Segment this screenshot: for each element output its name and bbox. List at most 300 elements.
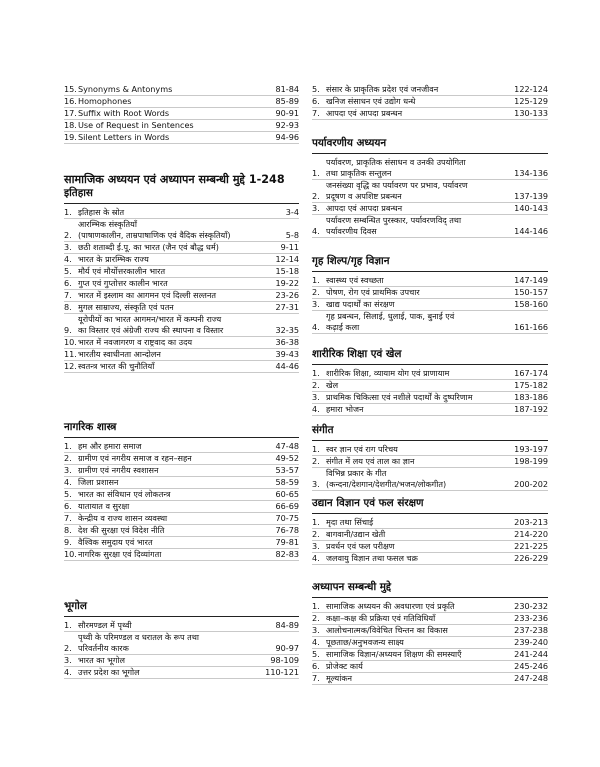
entry-number: 2. bbox=[312, 191, 320, 201]
entry-pages: 158-160 bbox=[514, 299, 548, 309]
section-heading: संगीत bbox=[312, 424, 334, 436]
entry-pages: 81-84 bbox=[275, 84, 299, 94]
entry-title-line: खेल bbox=[326, 380, 339, 390]
entry-title bbox=[78, 620, 275, 631]
entry-title bbox=[326, 517, 514, 528]
entry-number: 1. bbox=[64, 207, 72, 217]
section-heading: शारीरिक शिक्षा एवं खेल bbox=[312, 348, 402, 360]
toc-entry bbox=[312, 601, 548, 613]
entry-number: 4. bbox=[64, 477, 72, 487]
entry-title-line: स्वर ज्ञान एवं राग परिचय bbox=[326, 444, 398, 454]
entry-number: 3. bbox=[312, 541, 320, 551]
entry-pages: 90-91 bbox=[275, 108, 299, 118]
entry-title bbox=[326, 529, 514, 540]
entry-title-line: Use of Request in Sentences bbox=[78, 120, 194, 130]
entry-number: 1. bbox=[64, 620, 72, 630]
toc-entry bbox=[64, 278, 299, 290]
toc-entry bbox=[64, 501, 299, 513]
entry-title bbox=[78, 219, 286, 241]
section-rule bbox=[312, 597, 548, 598]
entry-title-line: कढ़ाई कला bbox=[326, 322, 360, 332]
section-rule bbox=[312, 271, 548, 272]
entry-title bbox=[78, 266, 275, 277]
entry-title-line: मौर्य एवं मौर्योत्तरकालीन भारत bbox=[78, 266, 166, 276]
entry-title bbox=[326, 625, 514, 636]
section-heading: उद्यान विज्ञान एवं फल संरक्षण bbox=[312, 497, 424, 509]
entry-title-line: का विस्तार एवं अंग्रेजी राज्य की स्थापना व विस्तार bbox=[78, 325, 224, 335]
entry-number: 1. bbox=[312, 601, 320, 611]
entry-title bbox=[326, 541, 514, 552]
toc-entry bbox=[312, 275, 548, 287]
entry-title bbox=[78, 465, 275, 476]
entry-title-line: पर्यावरणीय दिवस bbox=[326, 226, 377, 236]
entry-number: 2. bbox=[64, 453, 72, 463]
entry-title bbox=[78, 632, 275, 654]
entry-number: 19. bbox=[64, 132, 77, 142]
entry-pages: 36-38 bbox=[275, 337, 299, 347]
toc-entry bbox=[312, 649, 548, 661]
entry-title-line: जिला प्रशासन bbox=[78, 477, 119, 487]
entry-number: 8. bbox=[64, 525, 72, 535]
entry-title-line: पृथ्वी के परिमण्डल व धरातल के रूप तथा bbox=[78, 632, 200, 642]
entry-pages: 58-59 bbox=[275, 477, 299, 487]
entry-number: 7. bbox=[312, 108, 320, 118]
entry-number: 4. bbox=[312, 322, 320, 332]
toc-entry bbox=[64, 120, 299, 132]
toc-entry bbox=[312, 157, 548, 180]
toc-entry bbox=[64, 108, 299, 120]
entry-title bbox=[78, 549, 275, 560]
entry-pages: 200-202 bbox=[514, 479, 548, 489]
pedagogy-section bbox=[312, 581, 548, 685]
geography-section bbox=[64, 600, 299, 679]
toc-entry bbox=[312, 517, 548, 529]
entry-number: 2. bbox=[312, 529, 320, 539]
civics-section bbox=[64, 421, 299, 561]
entry-number: 1. bbox=[312, 275, 320, 285]
entry-pages: 47-48 bbox=[275, 441, 299, 451]
entry-title bbox=[78, 314, 275, 336]
entry-title-line: पर्यावरण, प्राकृतिक संसाधन व उनकी उपयोगिता bbox=[326, 157, 466, 167]
entry-pages: 92-93 bbox=[275, 120, 299, 130]
main-heading: सामाजिक अध्ययन एवं अध्यापन सम्बन्धी मुद्दे 1-248 bbox=[64, 173, 285, 186]
entry-pages: 85-89 bbox=[275, 96, 299, 106]
entry-title-line: तथा प्राकृतिक सन्तुलन bbox=[326, 168, 392, 178]
entry-title bbox=[326, 180, 514, 202]
entry-title-line: Homophones bbox=[78, 96, 132, 106]
entry-title-line: आपदा एवं आपदा प्रबन्धन bbox=[326, 108, 403, 118]
toc-entry bbox=[64, 219, 299, 242]
entry-pages: 15-18 bbox=[275, 266, 299, 276]
entry-pages: 130-133 bbox=[514, 108, 548, 118]
entry-title-line: Synonyms & Antonyms bbox=[78, 84, 173, 94]
entry-title-line: पोषण, रोग एवं प्राथमिक उपचार bbox=[326, 287, 420, 297]
entry-title-line: भारतीय स्वाधीनता आन्दोलन bbox=[78, 349, 161, 359]
entry-title-line: प्रदूषण व अपशिष्ट प्रबन्धन bbox=[326, 191, 402, 201]
entry-pages: 187-192 bbox=[514, 404, 548, 414]
entry-pages: 76-78 bbox=[275, 525, 299, 535]
entry-title-line: गृह प्रबन्धन, सिलाई, धुलाई, पाक, बुनाई एवं bbox=[326, 311, 455, 321]
entry-title-line: देश की सुरक्षा एवं विदेश नीति bbox=[78, 525, 165, 535]
toc-entry bbox=[312, 661, 548, 673]
toc-entry bbox=[64, 620, 299, 632]
entry-title bbox=[78, 337, 275, 348]
entry-pages: 94-96 bbox=[275, 132, 299, 142]
entry-title bbox=[326, 215, 514, 237]
toc-entry bbox=[64, 96, 299, 108]
entry-pages: 84-89 bbox=[275, 620, 299, 630]
entry-number: 18. bbox=[64, 120, 77, 130]
toc-entry bbox=[64, 254, 299, 266]
entry-number: 3. bbox=[312, 203, 320, 213]
entry-number: 3. bbox=[64, 655, 72, 665]
environment-section bbox=[312, 137, 548, 238]
entry-title-line: मूल्यांकन bbox=[326, 673, 353, 683]
entry-number: 5. bbox=[312, 84, 320, 94]
toc-entry bbox=[64, 465, 299, 477]
toc-entry bbox=[312, 203, 548, 215]
entry-pages: 137-139 bbox=[514, 191, 548, 201]
entry-number: 3. bbox=[64, 465, 72, 475]
music-section bbox=[312, 424, 548, 491]
entry-pages: 110-121 bbox=[265, 667, 299, 677]
entry-number: 5. bbox=[64, 266, 72, 276]
entry-number: 1. bbox=[312, 517, 320, 527]
toc-entry bbox=[312, 553, 548, 565]
entry-pages: 60-65 bbox=[275, 489, 299, 499]
entry-pages: 82-83 bbox=[275, 549, 299, 559]
entry-title-line: पर्यावरण सम्बन्धित पुरस्कार, पर्यावरणविद् तथा bbox=[326, 215, 462, 225]
entry-number: 3. bbox=[312, 392, 320, 402]
entry-pages: 44-46 bbox=[275, 361, 299, 371]
entry-pages: 70-75 bbox=[275, 513, 299, 523]
entry-number: 10. bbox=[64, 549, 77, 559]
toc-entry bbox=[64, 302, 299, 314]
entry-number: 4. bbox=[312, 226, 320, 236]
toc-entry bbox=[64, 242, 299, 254]
toc-entry bbox=[312, 541, 548, 553]
entry-title-line: मुगल साम्राज्य, संस्कृति एवं पतन bbox=[78, 302, 174, 312]
toc-entry bbox=[64, 632, 299, 655]
entry-number: 2. bbox=[312, 380, 320, 390]
entry-pages: 79-81 bbox=[275, 537, 299, 547]
toc-entry bbox=[64, 453, 299, 465]
toc-entry bbox=[64, 132, 299, 144]
toc-entry bbox=[312, 673, 548, 685]
entry-number: 4. bbox=[312, 404, 320, 414]
toc-entry bbox=[312, 108, 548, 120]
toc-entry bbox=[64, 337, 299, 349]
toc-entry bbox=[312, 392, 548, 404]
entry-pages: 66-69 bbox=[275, 501, 299, 511]
entry-number: 1. bbox=[312, 444, 320, 454]
entry-title bbox=[78, 489, 275, 500]
entry-pages: 27-31 bbox=[275, 302, 299, 312]
entry-title-line: केन्द्रीय व राज्य शासन व्यवस्था bbox=[78, 513, 168, 523]
entry-pages: 167-174 bbox=[514, 368, 548, 378]
entry-title bbox=[78, 242, 281, 253]
entry-title-line: गुप्त एवं गुप्तोत्तर कालीन भारत bbox=[78, 278, 168, 288]
entry-pages: 49-52 bbox=[275, 453, 299, 463]
entry-number: 2. bbox=[312, 456, 320, 466]
entry-pages: 150-157 bbox=[514, 287, 548, 297]
entry-pages: 9-11 bbox=[280, 242, 299, 252]
entry-title bbox=[78, 477, 275, 488]
entry-number: 7. bbox=[64, 290, 72, 300]
entry-title-line: आपदा एवं आपदा प्रबन्धन bbox=[326, 203, 403, 213]
entry-title bbox=[78, 254, 275, 265]
entry-title bbox=[326, 96, 514, 107]
entry-title-line: छठी शताब्दी ई.पू. का भारत (जैन एवं बौद्ध धर्म) bbox=[78, 242, 219, 252]
entry-pages: 147-149 bbox=[514, 275, 548, 285]
entry-number: 6. bbox=[312, 661, 320, 671]
section-heading: अध्यापन सम्बन्धी मुद्दे bbox=[312, 581, 392, 593]
toc-entry bbox=[64, 513, 299, 525]
toc-entry bbox=[64, 489, 299, 501]
entry-number: 8. bbox=[64, 302, 72, 312]
toc-entry bbox=[312, 287, 548, 299]
entry-title bbox=[78, 667, 265, 678]
entry-title-line: आलोचनात्मक/विवेचित चिन्तन का विकास bbox=[326, 625, 448, 635]
entry-title bbox=[326, 553, 514, 564]
entry-title bbox=[326, 380, 514, 391]
entry-number: 3. bbox=[312, 625, 320, 635]
entry-title bbox=[326, 601, 514, 612]
entry-pages: 193-197 bbox=[514, 444, 548, 454]
entry-pages: 221-225 bbox=[514, 541, 548, 551]
entry-pages: 134-136 bbox=[514, 168, 548, 178]
entry-title-line: भारत का भूगोल bbox=[78, 655, 125, 665]
entry-title-line: स्वास्थ्य एवं स्वच्छता bbox=[326, 275, 384, 285]
entry-title-line: संगीत में लय एवं ताल का ज्ञान bbox=[326, 456, 415, 466]
toc-entry bbox=[64, 549, 299, 561]
entry-title-line: (पाषाणकालीन, ताम्रपाषाणिक एवं वैदिक संस्कृतियाँ) bbox=[78, 230, 231, 240]
entry-title bbox=[326, 468, 514, 490]
section-rule bbox=[64, 616, 299, 617]
toc-entry bbox=[64, 207, 299, 219]
toc-entry bbox=[312, 299, 548, 311]
entry-pages: 125-129 bbox=[514, 96, 548, 106]
entry-number: 3. bbox=[64, 242, 72, 252]
entry-number: 6. bbox=[64, 278, 72, 288]
entry-pages: 214-220 bbox=[514, 529, 548, 539]
entry-pages: 233-236 bbox=[514, 613, 548, 623]
entry-number: 3. bbox=[312, 479, 320, 489]
entry-number: 16. bbox=[64, 96, 77, 106]
entry-title-line: Silent Letters in Words bbox=[78, 132, 170, 142]
toc-entry bbox=[64, 361, 299, 373]
entry-pages: 230-232 bbox=[514, 601, 548, 611]
entry-title bbox=[326, 613, 514, 624]
entry-number: 7. bbox=[64, 513, 72, 523]
toc-entry bbox=[64, 655, 299, 667]
entry-title-line: नागरिक सुरक्षा एवं दिव्यांगता bbox=[78, 549, 162, 559]
toc-entry bbox=[312, 311, 548, 334]
entry-number: 4. bbox=[64, 254, 72, 264]
entry-title bbox=[78, 361, 275, 372]
toc-entry bbox=[64, 314, 299, 337]
entry-title-line: पूछताछ/अनुभवजन्य साक्ष्य bbox=[326, 637, 404, 647]
entry-title-line: खाद्य पदार्थों का संरक्षण bbox=[326, 299, 395, 309]
entry-title bbox=[78, 501, 275, 512]
entry-number: 11. bbox=[64, 349, 77, 359]
entry-number: 4. bbox=[312, 553, 320, 563]
entry-title bbox=[78, 453, 275, 464]
entry-title-line: हमारा भोजन bbox=[326, 404, 364, 414]
horticulture-section bbox=[312, 497, 548, 565]
entry-title bbox=[326, 661, 514, 672]
entry-number: 10. bbox=[64, 337, 77, 347]
entry-title-line: उत्तर प्रदेश का भूगोल bbox=[78, 667, 140, 677]
entry-pages: 19-22 bbox=[275, 278, 299, 288]
section-rule bbox=[64, 437, 299, 438]
toc-entry bbox=[312, 529, 548, 541]
entry-pages: 245-246 bbox=[514, 661, 548, 671]
entry-number: 1. bbox=[312, 168, 320, 178]
toc-entry bbox=[312, 637, 548, 649]
entry-pages: 23-26 bbox=[275, 290, 299, 300]
entry-title bbox=[78, 290, 275, 301]
section-rule bbox=[312, 440, 548, 441]
toc-entry bbox=[312, 456, 548, 468]
entry-title-line: यातायात व सुरक्षा bbox=[78, 501, 130, 511]
entry-title bbox=[326, 84, 514, 95]
entry-title-line: प्रोजेक्ट कार्य bbox=[326, 661, 363, 671]
entry-number: 4. bbox=[312, 637, 320, 647]
toc-entry bbox=[64, 266, 299, 278]
entry-pages: 247-248 bbox=[514, 673, 548, 683]
entry-pages: 12-14 bbox=[275, 254, 299, 264]
entry-pages: 241-244 bbox=[514, 649, 548, 659]
entry-title bbox=[326, 444, 514, 455]
main-heading-block bbox=[64, 173, 299, 186]
toc-entry bbox=[64, 441, 299, 453]
entry-title bbox=[78, 537, 275, 548]
entry-number: 12. bbox=[64, 361, 77, 371]
entry-title-line: भारत में नवजागरण व राष्ट्रवाद का उदय bbox=[78, 337, 193, 347]
entry-pages: 144-146 bbox=[514, 226, 548, 236]
toc-entry bbox=[312, 625, 548, 637]
entry-title bbox=[326, 456, 514, 467]
entry-title-line: शारीरिक शिक्षा, व्यायाम योग एवं प्राणायाम bbox=[326, 368, 450, 378]
entry-title bbox=[326, 637, 514, 648]
entry-number: 9. bbox=[64, 325, 72, 335]
entry-title bbox=[78, 120, 275, 131]
entry-title bbox=[78, 525, 275, 536]
section-heading: इतिहास bbox=[64, 187, 93, 199]
toc-entry bbox=[312, 96, 548, 108]
entry-number: 6. bbox=[64, 501, 72, 511]
section-rule bbox=[64, 203, 299, 204]
entry-title bbox=[326, 108, 514, 119]
entry-title-line: ग्रामीण एवं नगरीय स्वशासन bbox=[78, 465, 159, 475]
entry-title bbox=[326, 368, 514, 379]
entry-number: 7. bbox=[312, 673, 320, 683]
entry-number: 15. bbox=[64, 84, 77, 94]
entry-title bbox=[326, 275, 514, 286]
entry-title bbox=[326, 311, 514, 333]
entry-number: 2. bbox=[64, 643, 72, 653]
entry-number: 9. bbox=[64, 537, 72, 547]
toc-entry bbox=[312, 84, 548, 96]
entry-title-line: भारत में इस्लाम का आगमन एवं दिल्ली सल्तनत bbox=[78, 290, 216, 300]
entry-pages: 237-238 bbox=[514, 625, 548, 635]
entry-title-line: यूरोपीयों का भारत आगमन/भारत में कम्पनी राज्य bbox=[78, 314, 222, 324]
toc-entry bbox=[312, 368, 548, 380]
entry-title-line: स्वतन्त्र भारत की चुनौतियाँ bbox=[78, 361, 155, 371]
entry-title-line: जलवायु विज्ञान तथा फसल चक्र bbox=[326, 553, 418, 563]
entry-title bbox=[326, 649, 514, 660]
entry-title-line: प्रवर्धन एवं फल परीक्षण bbox=[326, 541, 395, 551]
entry-number: 2. bbox=[312, 613, 320, 623]
entry-title bbox=[78, 84, 275, 95]
geography-cont-section bbox=[312, 84, 548, 120]
physical-education-section bbox=[312, 348, 548, 416]
entry-title bbox=[78, 207, 286, 218]
entry-pages: 203-213 bbox=[514, 517, 548, 527]
entry-number: 2. bbox=[312, 287, 320, 297]
entry-number: 5. bbox=[64, 489, 72, 499]
toc-entry bbox=[312, 444, 548, 456]
entry-title bbox=[78, 513, 275, 524]
entry-title-line: वैश्विक समुदाय एवं भारत bbox=[78, 537, 153, 547]
entry-title-line: सामाजिक अध्ययन की अवधारणा एवं प्रकृति bbox=[326, 601, 455, 611]
entry-number: 1. bbox=[64, 441, 72, 451]
entry-title-line: सामाजिक विज्ञान/अध्ययन शिक्षण की समस्याएँ bbox=[326, 649, 462, 659]
entry-pages: 183-186 bbox=[514, 392, 548, 402]
entry-pages: 32-35 bbox=[275, 325, 299, 335]
toc-entry bbox=[64, 667, 299, 679]
entry-title-line: इतिहास के स्रोत bbox=[78, 207, 125, 217]
toc-entry bbox=[312, 215, 548, 238]
entry-title bbox=[326, 392, 514, 403]
entry-pages: 3-4 bbox=[285, 207, 299, 217]
entry-title-line: आरम्भिक संस्कृतियाँ bbox=[78, 219, 137, 229]
entry-title bbox=[326, 404, 514, 415]
toc-entry bbox=[312, 468, 548, 491]
entry-pages: 175-182 bbox=[514, 380, 548, 390]
entry-title bbox=[326, 157, 514, 179]
entry-pages: 90-97 bbox=[275, 643, 299, 653]
entry-title bbox=[78, 441, 275, 452]
entry-number: 6. bbox=[312, 96, 320, 106]
entry-pages: 39-43 bbox=[275, 349, 299, 359]
entry-title-line: संसार के प्राकृतिक प्रदेश एवं जनजीवन bbox=[326, 84, 439, 94]
entry-title bbox=[326, 299, 514, 310]
entry-title bbox=[326, 287, 514, 298]
toc-entry bbox=[64, 84, 299, 96]
entry-pages: 161-166 bbox=[514, 322, 548, 332]
entry-title bbox=[78, 108, 275, 119]
toc-entry bbox=[64, 525, 299, 537]
entry-number: 1. bbox=[312, 368, 320, 378]
entry-number: 17. bbox=[64, 108, 77, 118]
entry-title bbox=[78, 655, 270, 666]
entry-title-line: मृदा तथा सिंचाई bbox=[326, 517, 374, 527]
entry-pages: 53-57 bbox=[275, 465, 299, 475]
section-rule bbox=[312, 153, 548, 154]
entry-title-line: परिवर्तनीय कारक bbox=[78, 643, 129, 653]
entry-title bbox=[78, 349, 275, 360]
section-rule bbox=[312, 364, 548, 365]
entry-title-line: बागवानी/उद्यान खेती bbox=[326, 529, 386, 539]
home-science-section bbox=[312, 255, 548, 334]
entry-title-line: कक्षा–कक्ष की प्रक्रिया एवं गतिविधियाँ bbox=[326, 613, 436, 623]
toc-entry bbox=[64, 349, 299, 361]
toc-entry bbox=[312, 180, 548, 203]
english-section bbox=[64, 84, 299, 144]
entry-title-line: सौरमण्डल में पृथ्वी bbox=[78, 620, 132, 630]
